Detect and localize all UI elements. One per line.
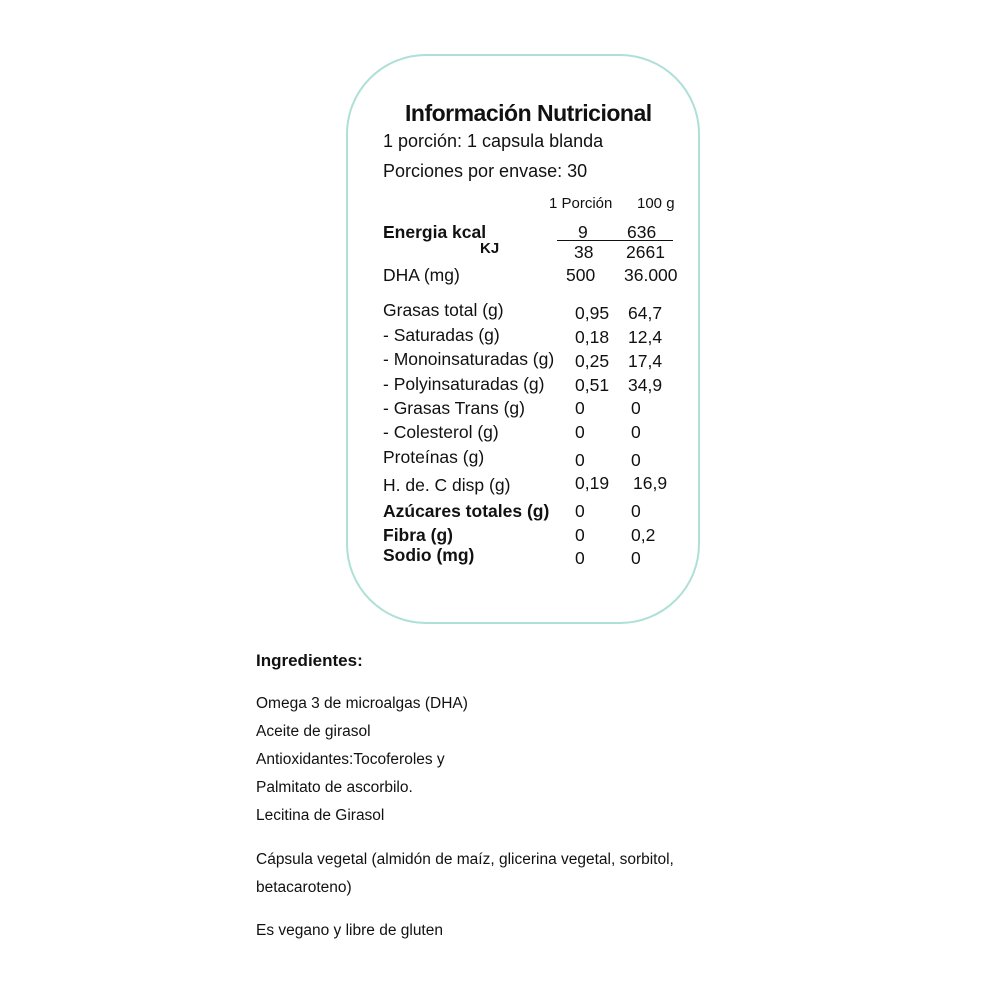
row-100g: 12,4 [628, 327, 663, 347]
energy-kcal-100g: 636 [627, 222, 657, 242]
row-label: - Grasas Trans (g) [383, 398, 525, 418]
row-100g: 0 [631, 398, 641, 418]
row-label: - Saturadas (g) [383, 325, 500, 345]
row-label: Grasas total (g) [383, 300, 504, 320]
row-label: - Polyinsaturadas (g) [383, 374, 545, 394]
row-portion: 0,18 [575, 327, 610, 347]
row-portion: 0 [575, 501, 585, 521]
row-label: - Colesterol (g) [383, 422, 499, 442]
dha-100g: 36.000 [624, 265, 678, 285]
dha-label: DHA (mg) [383, 265, 460, 285]
column-header-portion: 1 Porción [549, 195, 613, 212]
ingredients-title: Ingredientes: [256, 651, 363, 670]
row-100g: 0 [631, 450, 641, 470]
row-portion: 0,19 [575, 473, 610, 493]
energy-kj-label: KJ [480, 240, 500, 257]
row-label: - Monoinsaturadas (g) [383, 349, 555, 369]
row-portion: 0 [575, 450, 585, 470]
row-100g: 17,4 [628, 351, 663, 371]
column-header-100g: 100 g [637, 195, 675, 212]
row-label: Azúcares totales (g) [383, 501, 550, 521]
row-portion: 0 [575, 548, 585, 568]
ingredient-line: Antioxidantes:Tocoferoles y [256, 751, 445, 768]
row-100g: 0 [631, 501, 641, 521]
row-label: Sodio (mg) [383, 545, 475, 565]
row-100g: 0 [631, 548, 641, 568]
ingredient-line: Omega 3 de microalgas (DHA) [256, 695, 468, 712]
energy-label: Energia kcal [383, 222, 487, 242]
row-portion: 0 [575, 398, 585, 418]
row-portion: 0,95 [575, 303, 610, 323]
dha-portion: 500 [566, 265, 596, 285]
nutrition-title: Información Nutricional [405, 100, 652, 126]
ingredient-line: Palmitato de ascorbilo. [256, 779, 413, 796]
energy-kcal-portion: 9 [578, 222, 588, 242]
row-100g: 64,7 [628, 303, 663, 323]
energy-kj-portion: 38 [574, 242, 594, 262]
serving-size: 1 porción: 1 capsula blanda [383, 131, 604, 151]
row-portion: 0,51 [575, 375, 610, 395]
row-100g: 16,9 [633, 473, 668, 493]
ingredient-line: Aceite de girasol [256, 723, 371, 740]
row-label: H. de. C disp (g) [383, 475, 511, 495]
ingredient-line: betacaroteno) [256, 879, 352, 896]
row-100g: 34,9 [628, 375, 663, 395]
row-100g: 0 [631, 422, 641, 442]
energy-divider [557, 240, 673, 241]
ingredient-line: Lecitina de Girasol [256, 807, 385, 824]
energy-kj-100g: 2661 [626, 242, 665, 262]
row-portion: 0 [575, 525, 585, 545]
servings-per-container: Porciones por envase: 30 [383, 161, 588, 181]
row-100g: 0,2 [631, 525, 656, 545]
row-label: Fibra (g) [383, 525, 453, 545]
row-portion: 0 [575, 422, 585, 442]
row-label: Proteínas (g) [383, 447, 485, 467]
ingredient-line: Es vegano y libre de gluten [256, 922, 443, 939]
row-portion: 0,25 [575, 351, 610, 371]
ingredient-line: Cápsula vegetal (almidón de maíz, glicerina vegetal, sorbitol, [256, 851, 674, 868]
